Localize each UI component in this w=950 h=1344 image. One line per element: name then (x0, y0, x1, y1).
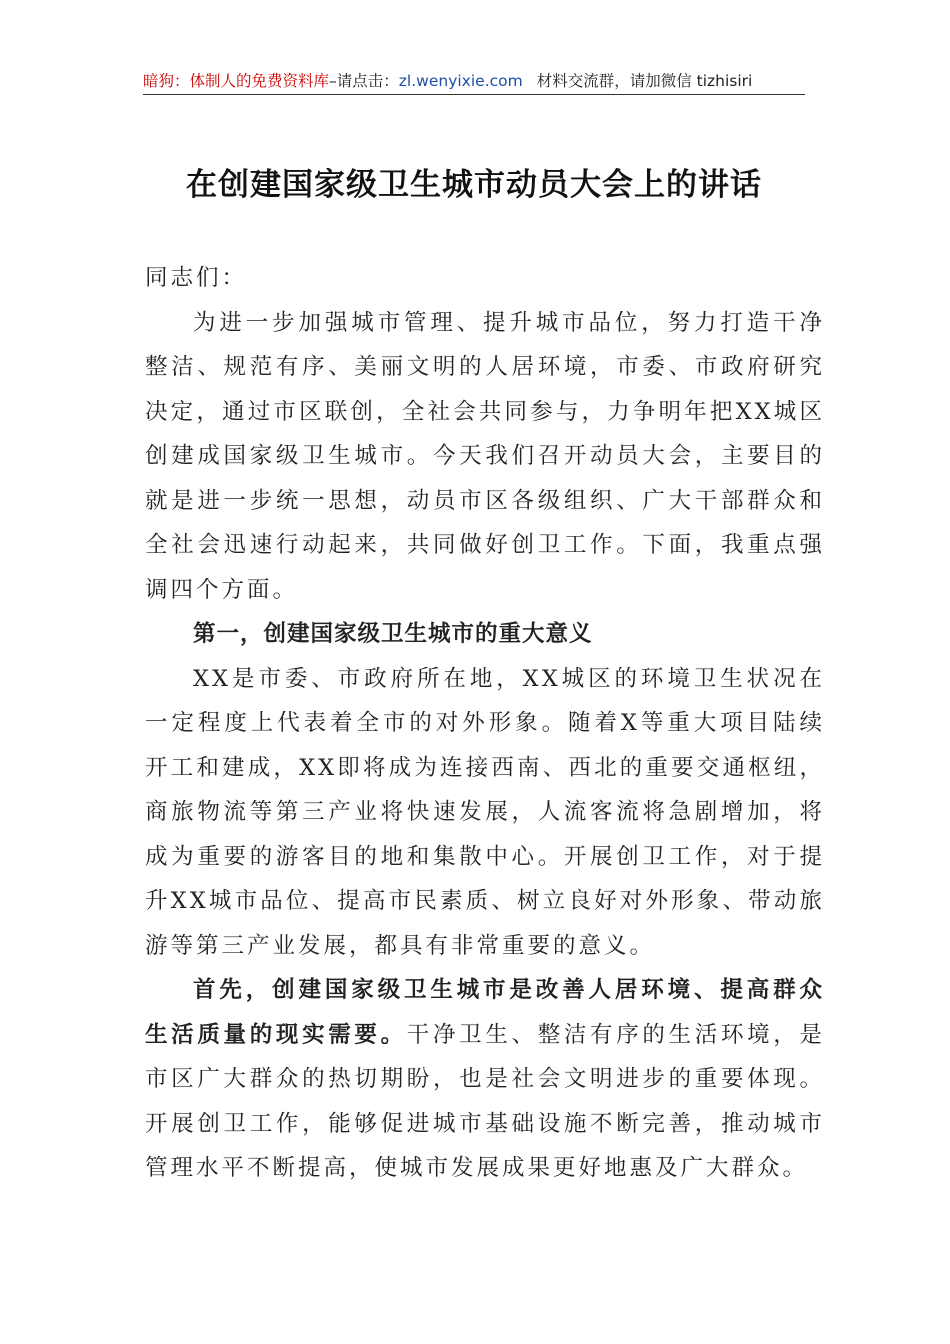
document-body (145, 256, 825, 1191)
section1-heading: 第一，创建国家级卫生城市的重大意义 (193, 621, 593, 647)
point1-paragraph (145, 968, 825, 1191)
page-header-banner (143, 68, 805, 95)
header-contact: 材料交流群，请加微信 tizhisiri (536, 72, 753, 90)
point1-body: 干净卫生、整洁有序的生活环境，是市区广大群众的热切期盼，也是社会文明进步的重要体现。开展创卫工作，能够促进城市基础设施不断完善，推动城市管理水平不断提高，使城市发展成果更好地惠及广大群众。 (145, 1021, 825, 1181)
section1-paragraph: XX是市委、市政府所在地，XX城区的环境卫生状况在一定程度上代表着全市的对外形象。随着X等重大项目陆续开工和建成，XX即将成为连接西南、西北的重要交通枢纽，商旅物流等第三产业将快速发展，人流客流将急剧增加，将成为重要的游客目的地和集散中心。开展创卫工作，对于提升XX城市品位、提高市民素质、树立良好对外形象、带动旅游等第三产业发展，都具有非常重要的意义。 (145, 665, 825, 959)
header-url-link[interactable]: zl.wenyixie.com (398, 72, 523, 90)
point1-lead: 首先，创建国家级卫生城市是改善人居环境、提高群众生活质量的现实需要。 (145, 977, 825, 1048)
intro-paragraph: 为进一步加强城市管理、提升城市品位，努力打造干净整洁、规范有序、美丽文明的人居环境，市委、市政府研究决定，通过市区联创，全社会共同参与，力争明年把XX城区创建成国家级卫生城市。今天我们召开动员大会，主要目的就是进一步统一思想，动员市区各级组织、广大干部群众和全社会迅速行动起来，共同做好创卫工作。下面，我重点强调四个方面。 (145, 309, 825, 603)
salutation: 同志们： (145, 265, 248, 291)
header-brand: 暗狗：体制人的免费资料库 (143, 72, 330, 90)
document-title: 在创建国家级卫生城市动员大会上的讲话 (186, 167, 762, 203)
header-click-text: –请点击： (329, 72, 399, 90)
